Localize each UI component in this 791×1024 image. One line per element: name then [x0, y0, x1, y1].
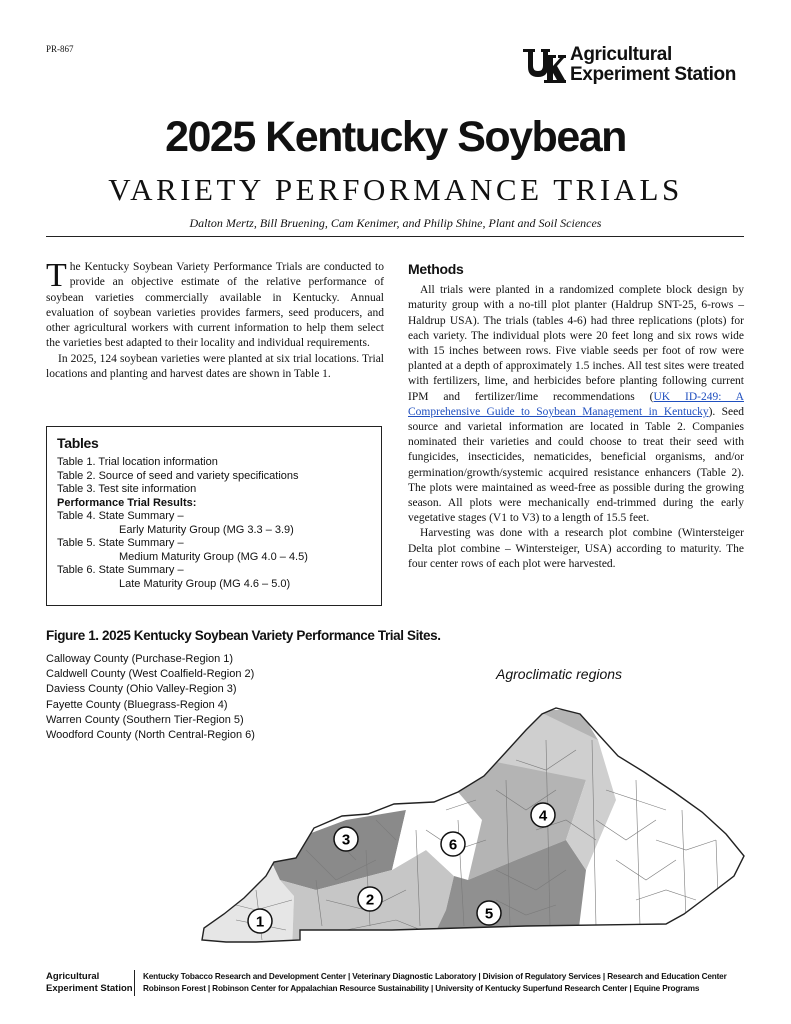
intro-paragraph-2: In 2025, 124 soybean varieties were planted at six trial locations. Trial locations and planting and harvest dates are shown in Table 1. — [46, 352, 384, 381]
region-marker-2 — [358, 887, 382, 911]
county-item: Calloway County (Purchase-Region 1) — [46, 653, 234, 665]
methods-paragraph-1: All trials were planted in a randomized complete block design by maturity group with a no-till plot planter (Haldrup SNT-25, 6-rows – Haldrup USA). The trials (tables 4-6) had three replications (plots) for each variety. The individual plots were 20 feet long and six rows wide with 15 inches between rows. Five viable seeds per foot of row were planted at a depth of approximately 1.5 inches. All test sites were treated with fertilizers, lime, and herbicides before planting following current IPM and fertilizer/lime recommendations (UK ID-249: A Comprehensive Guide to Soybean Management in Kentucky). Seed source and varietal information are located in Table 2. Companies nominated their varieties and could choose to treat their seed with fungicides, insecticides, nematicides, beneficial organisms, and/or germination/growth/systemic acquired resistance enhancers (Table 2). The plots were maintained as weed-free as possible during the growing season. All plots were mechanically end-trimmed during the early vegetative stages (V1 to V3) to a length of 15.5 feet. — [408, 284, 744, 525]
intro-section — [46, 257, 384, 382]
document-id: PR-867 — [46, 44, 74, 54]
table-entry-1: Table 1. Trial location information — [57, 456, 218, 468]
intro-paragraph-1: The Kentucky Soybean Variety Performance Trials are conducted to provide an objective estimate of the relative performance of soybean varieties commercially available in Kentucky. Annual evaluation of soybean varieties provides farmers, seed producers, and other agricultural workers with current information to help them select the varieties best adapted to their locality and individual requirements. — [46, 257, 384, 350]
region-marker-1 — [248, 909, 272, 933]
region-marker-3 — [334, 827, 358, 851]
tables-list-box — [46, 426, 382, 606]
table-entry-4-sub: Early Maturity Group (MG 3.3 – 3.9) — [119, 523, 294, 536]
footer-line-1: Kentucky Tobacco Research and Development Center | Veterinary Diagnostic Laboratory | Division of Regulatory Services | Research and Education Center — [143, 972, 727, 981]
region-marker-5 — [477, 901, 501, 925]
footer-line-2: Robinson Forest | Robinson Center for Appalachian Resource Sustainability | University of Kentucky Superfund Research Center | Equine Programs — [143, 984, 700, 993]
table-entry-4: Table 4. State Summary – — [57, 510, 184, 522]
county-item: Woodford County (North Central-Region 6) — [46, 729, 255, 742]
svg-text:3: 3 — [341, 831, 351, 849]
figure-title: Figure 1. 2025 Kentucky Soybean Variety Performance Trial Sites. — [46, 628, 441, 643]
map-caption: Agroclimatic regions — [496, 666, 623, 682]
methods-section — [408, 262, 744, 572]
footer-divider — [134, 970, 135, 996]
table-entry-3: Table 3. Test site information — [57, 483, 197, 495]
page-title: 2025 Kentucky Soybean — [165, 113, 626, 161]
region-marker-6 — [441, 832, 465, 856]
footer-programs — [143, 971, 727, 995]
county-item: Caldwell County (West Coalfield-Region 2) — [46, 668, 255, 681]
svg-text:4: 4 — [538, 807, 548, 825]
kentucky-region-map — [196, 700, 748, 952]
svg-text:2: 2 — [365, 891, 375, 909]
methods-heading: Methods — [408, 261, 464, 277]
guide-link[interactable]: UK ID-249: A Comprehensive Guide to Soybean Management in Kentucky — [408, 390, 744, 418]
table-entry-5-sub: Medium Maturity Group (MG 4.0 – 4.5) — [119, 550, 308, 563]
logo-line2: Experiment Station — [570, 64, 736, 85]
table-entry-6-sub: Late Maturity Group (MG 4.6 – 5.0) — [119, 577, 291, 590]
county-item: Warren County (Southern Tier-Region 5) — [46, 713, 244, 726]
uk-logo-icon — [522, 47, 566, 85]
county-item: Daviess County (Ohio Valley-Region 3) — [46, 683, 237, 696]
authors-line: Dalton Mertz, Bill Bruening, Cam Kenimer, and Philip Shine, Plant and Soil Sciences — [189, 216, 602, 230]
methods-paragraph-2: Harvesting was done with a research plot combine (Wintersteiger Delta plot combine – Wintersteiger, USA) according to maturity. The four center rows of each plot were harvested. — [408, 527, 744, 570]
table-entry-2: Table 2. Source of seed and variety specifications — [57, 469, 299, 482]
tables-heading: Tables — [57, 435, 99, 451]
svg-text:1: 1 — [255, 913, 265, 931]
page-subtitle: VARIETY PERFORMANCE TRIALS — [108, 172, 683, 207]
drop-cap: T — [46, 257, 67, 294]
table-entry-6: Table 6. State Summary – — [57, 564, 184, 576]
table-entry-5: Table 5. State Summary – — [57, 537, 184, 549]
svg-text:5: 5 — [484, 905, 494, 923]
results-heading: Performance Trial Results: — [57, 496, 197, 509]
logo-line1: Agricultural — [570, 44, 672, 65]
header-rule — [46, 236, 744, 237]
region-marker-4 — [531, 803, 555, 827]
aes-logo — [522, 46, 747, 88]
footer-logo: Agricultural Experiment Station — [46, 971, 133, 994]
svg-text:6: 6 — [448, 836, 458, 854]
county-item: Fayette County (Bluegrass-Region 4) — [46, 698, 228, 711]
